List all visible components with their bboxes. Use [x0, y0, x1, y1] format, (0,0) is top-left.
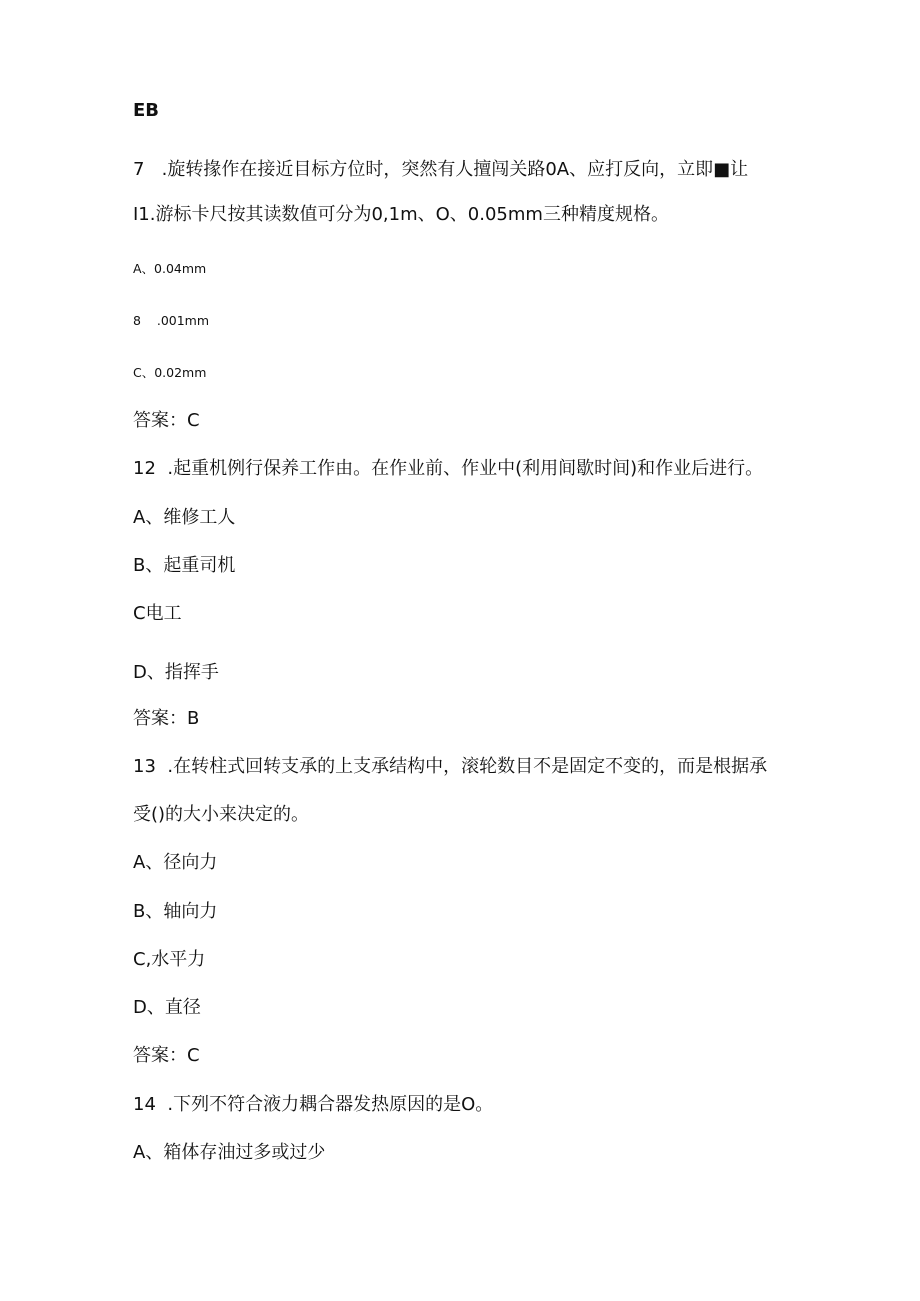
question-13-text: 13 .在转柱式回转支承的上支承结构中，滚轮数目不是固定不变的，而是根据承	[133, 756, 768, 777]
question-13-option-d: D、直径	[133, 997, 201, 1018]
question-7-text: 7 .旋转掾作在接近目标方位时，突然有人擅闯关路0A、应打反向，立即■让	[133, 159, 749, 180]
question-11-answer: 答案：C	[133, 410, 200, 431]
question-13-option-b: B、轴向力	[133, 901, 218, 922]
question-12-option-b: B、起重司机	[133, 555, 236, 576]
question-11-option-b: 8 .001mm	[133, 313, 210, 328]
question-11-text: I1.游标卡尺按其读数值可分为0,1m、O、0.05mm三种精度规格。	[133, 204, 669, 225]
question-12-option-c: C电工	[133, 603, 182, 624]
question-12-text: 12 .起重机例行保养工作由。在作业前、作业中(利用间歇时间)和作业后进行。	[133, 458, 764, 479]
answer-fragment: EB	[133, 100, 160, 121]
question-14-text: 14 .下列不符合液力耦合器发热原因的是O。	[133, 1094, 494, 1115]
question-12-option-a: A、维修工人	[133, 507, 236, 528]
question-11-option-a: A、0.04mm	[133, 261, 207, 276]
question-12-option-d: D、指挥手	[133, 662, 219, 683]
question-11-option-c: C、0.02mm	[133, 365, 207, 380]
question-14-option-a: A、箱体存油过多或过少	[133, 1142, 326, 1163]
question-13-text-continued: 受()的大小来决定的。	[133, 804, 310, 825]
question-13-answer: 答案：C	[133, 1045, 200, 1066]
question-12-answer: 答案：B	[133, 708, 200, 729]
question-13-option-a: A、径向力	[133, 852, 218, 873]
question-13-option-c: C,水平力	[133, 949, 206, 970]
